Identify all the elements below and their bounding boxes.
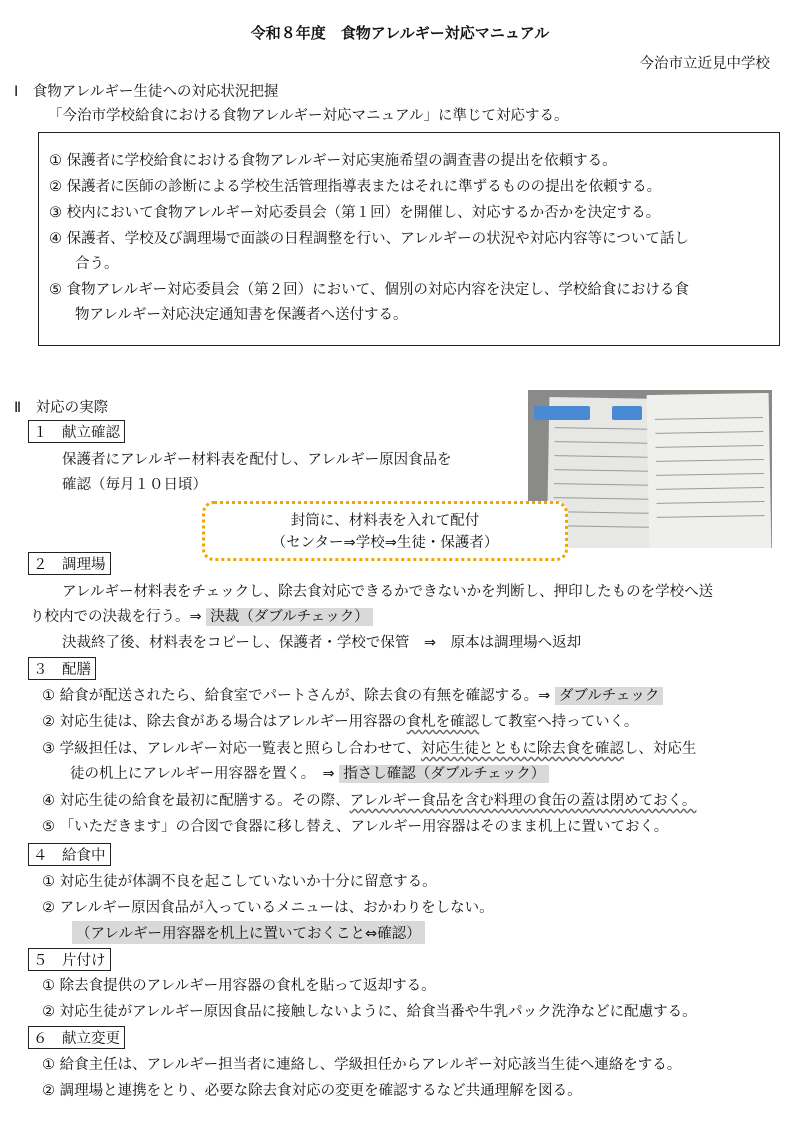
list-item-text: し、対応生 (623, 741, 697, 757)
list-item-text: ③ 学級担任は、アレルギー対応一覧表と照らし合わせて、 (42, 741, 421, 757)
highlight-badge: 指さし確認（ダブルチェック） (339, 765, 549, 783)
body-text: アレルギー材料表をチェックし、除去食対応できるかできないかを判断し、押印したものを学校へ送 (62, 584, 714, 600)
school-name: 今治市立近見中学校 (639, 56, 770, 72)
list-item-continued (70, 762, 549, 783)
section1-heading: Ⅰ 食物アレルギー生徒への対応状況把握 (14, 84, 279, 100)
list-item: ⑤ 食物アレルギー対応委員会（第２回）において、個別の対応内容を決定し、学校給食における食 (49, 282, 689, 298)
list-item (42, 789, 696, 810)
list-item: ⑤ 「いただきます」の合図で食器に移し替え、アレルギー用容器はそのまま机上に置いておく。 (42, 819, 669, 835)
list-item-continued: 物アレルギー対応決定通知書を保護者へ送付する。 (75, 307, 408, 323)
list-item (42, 737, 696, 758)
list-item: ② 調理場と連携をとり、必要な除去食対応の変更を確認するなど共通理解を図る。 (42, 1083, 582, 1099)
list-item: ① 除去食提供のアレルギー用容器の食札を貼って返却する。 (42, 978, 436, 994)
list-item-continued: 合う。 (75, 256, 119, 272)
list-item-text: ② 対応生徒は、除去食がある場合はアレルギー用容器の (42, 714, 407, 730)
body-text: り校内での決裁を行う。⇒ (30, 609, 202, 625)
list-item: ② アレルギー原因食品が入っているメニューは、おかわりをしない。 (42, 900, 494, 916)
body-text: 確認（毎月１０日頃） (62, 477, 207, 493)
list-item (42, 710, 638, 731)
list-item-text: ④ 対応生徒の給食を最初に配膳する。その際、 (42, 793, 350, 809)
subsection-label: ６ 献立変更 (28, 1026, 125, 1049)
subsection-label: ３ 配膳 (28, 657, 96, 680)
list-item: ③ 校内において食物アレルギー対応委員会（第１回）を開催し、対応するか否かを決定する。 (49, 205, 661, 221)
callout-line: （センター⇒学校⇒生徒・保護者） (271, 535, 499, 551)
list-item-text: 徒の机上にアレルギー用容器を置く。 ⇒ (70, 766, 335, 782)
subsection-label: ４ 給食中 (28, 843, 111, 866)
procedure-box (38, 132, 780, 346)
emphasis-text: アレルギー食品を含む料理の食缶の蓋は閉めておく。 (349, 793, 697, 809)
body-text: 保護者にアレルギー材料表を配付し、アレルギー原因食品を (62, 452, 452, 468)
list-item: ② 保護者に医師の診断による学校生活管理指導表またはそれに準ずるものの提出を依頼する。 (49, 179, 662, 195)
subsection-label: １ 献立確認 (28, 420, 125, 443)
emphasis-text: 対応生徒とともに除去食を確認 (420, 741, 624, 757)
list-item: ① 保護者に学校給食における食物アレルギー対応実施希望の調査書の提出を依頼する。 (49, 153, 617, 169)
body-text: 決裁終了後、材料表をコピーし、保護者・学校で保管 ⇒ 原本は調理場へ返却 (62, 635, 582, 651)
page-title: 令和８年度 食物アレルギー対応マニュアル (250, 24, 550, 42)
list-item: ① 対応生徒が体調不良を起こしていないか十分に留意する。 (42, 874, 437, 890)
emphasis-text: 食札を確認 (406, 714, 480, 730)
highlight-badge: （アレルギー用容器を机上に置いておくこと⇔確認） (72, 921, 425, 944)
subsection-label: ５ 片付け (28, 948, 111, 971)
callout-line: 封筒に、材料表を入れて配付 (290, 513, 480, 529)
list-item: ② 対応生徒がアレルギー原因食品に接触しないように、給食当番や牛乳パック洗浄などに配慮する。 (42, 1004, 697, 1020)
list-item: ① 給食主任は、アレルギー担当者に連絡し、学級担任からアレルギー対応該当生徒へ連絡をする。 (42, 1057, 682, 1073)
section1-intro: 「今治市学校給食における食物アレルギー対応マニュアル」に準じて対応する。 (48, 108, 569, 124)
list-item (42, 684, 663, 705)
subsection-label: ２ 調理場 (28, 552, 111, 575)
distribution-callout (202, 501, 568, 561)
highlight-badge: 決裁（ダブルチェック） (206, 608, 372, 626)
list-item-text: ① 給食が配送されたら、給食室でパートさんが、除去食の有無を確認する。⇒ (42, 688, 551, 704)
highlight-badge: ダブルチェック (555, 687, 663, 705)
section2-heading: Ⅱ 対応の実際 (14, 400, 109, 416)
list-item-text: して教室へ持っていく。 (479, 714, 639, 730)
list-item: ④ 保護者、学校及び調理場で面談の日程調整を行い、アレルギーの状況や対応内容等について話し (49, 231, 689, 247)
body-text (30, 605, 373, 626)
